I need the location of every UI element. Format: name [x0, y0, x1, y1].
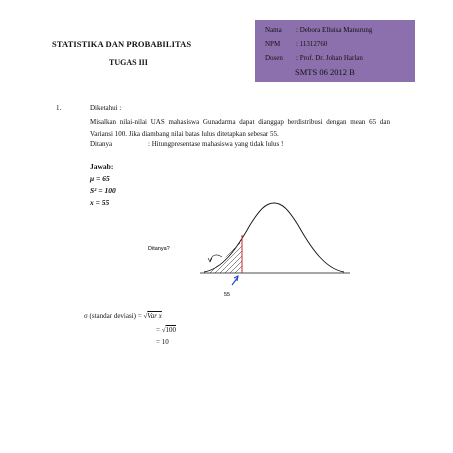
info-name-value: : Debora Elluisa Manurung — [296, 26, 373, 34]
sigma-formula — [84, 312, 162, 320]
sqrt-100-term: 100 — [165, 326, 177, 334]
info-npm-row — [265, 40, 327, 48]
asked-label: Ditanya — [90, 140, 113, 148]
semester-label: SMTS 06 2012 B — [295, 67, 355, 77]
answer-mean: μ = 65 — [90, 174, 110, 183]
normal-curve-figure — [148, 195, 360, 305]
tail-arrowhead — [208, 258, 212, 262]
sigma-step-sqrt — [156, 326, 176, 334]
sqrt-sign-2: √ — [161, 326, 166, 334]
tail-hatching — [204, 237, 242, 273]
document-title: STATISTIKA DAN PROBABILITAS — [52, 39, 192, 49]
step-eq: = — [156, 326, 162, 334]
asked-text: : Hitungpresentase mahasiswa yang tidak lulus ! — [148, 140, 284, 148]
document-subtitle: TUGAS III — [109, 58, 148, 67]
info-name-row — [265, 26, 372, 34]
info-dosen-value: : Prof. Dr. Johan Harlan — [296, 54, 363, 62]
info-npm-key: NPM — [265, 40, 281, 48]
info-name-key: Nama — [265, 26, 282, 34]
student-info-box — [255, 20, 415, 82]
figure-asked-label: Ditanya? — [148, 246, 170, 252]
sigma-result: = 10 — [156, 338, 169, 346]
sqrt-sign: √ — [143, 312, 148, 320]
info-dosen-key: Dosen — [265, 54, 283, 62]
normal-curve — [204, 203, 344, 272]
known-label: Diketahui : — [90, 104, 122, 112]
info-npm-value: : 11312760 — [296, 40, 328, 48]
problem-text: Misalkan nilai-nilai UAS mahasiswa Gunadarma dapat dianggap berdistribusi dengan mean 65 dan Variansi 100. Jika diambang nilai batas lulus ditetapkan sebesar 55. — [90, 118, 390, 138]
problem-number: 1. — [56, 104, 62, 112]
info-dosen-row — [265, 54, 363, 62]
answer-variance: S² = 100 — [90, 186, 116, 195]
answer-heading: Jawab: — [90, 162, 114, 171]
sigma-label: σ (standar deviasi) = — [84, 312, 144, 320]
figure-cut-label: 55 — [224, 292, 231, 298]
answer-x: x = 55 — [90, 198, 110, 207]
sqrt-var-term: Var x — [147, 312, 162, 320]
